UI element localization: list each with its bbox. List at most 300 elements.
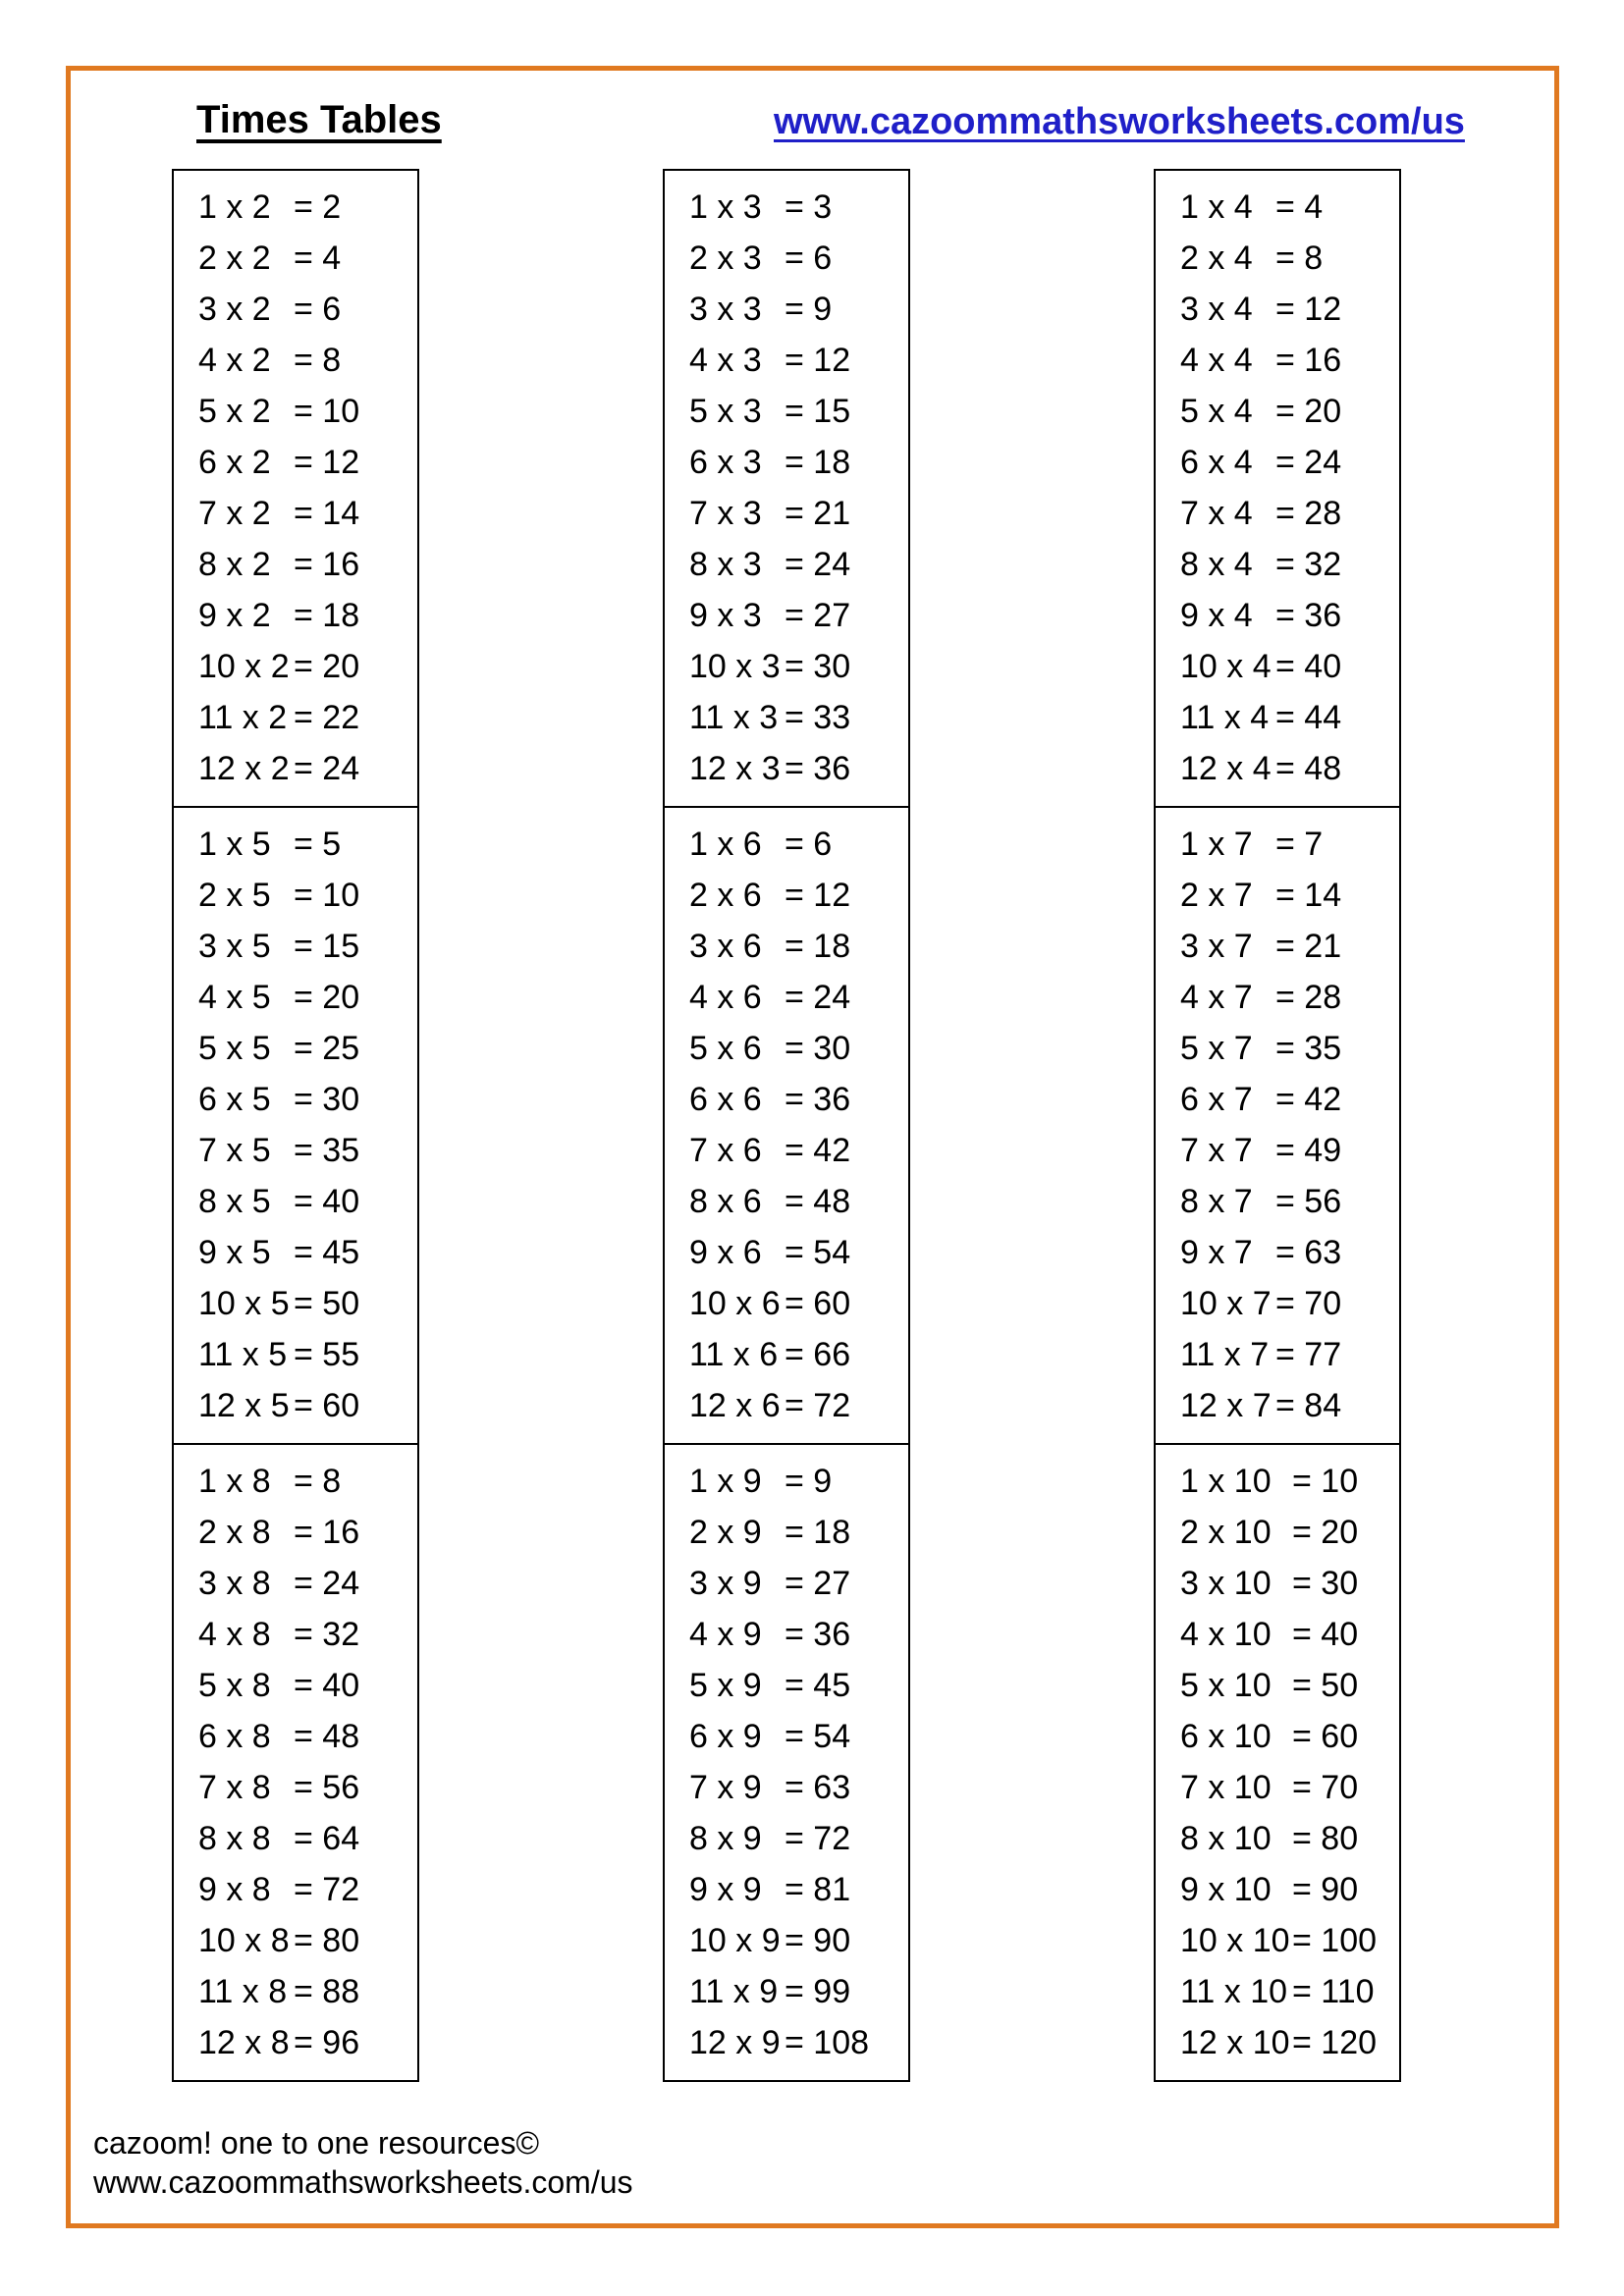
times-table-row [198,1864,417,1915]
multiplication-expression: 10 x 7 [1180,1285,1272,1322]
times-table-row [198,1456,417,1507]
equals-result: = 10 [294,393,360,430]
times-table-row [1180,1864,1399,1915]
times-table-row [689,1125,908,1176]
equals-result: = 33 [785,699,851,736]
equals-result: = 45 [785,1667,851,1704]
table-column-2 [663,169,910,2082]
equals-result: = 16 [1275,342,1342,379]
multiplication-expression: 10 x 5 [198,1285,290,1322]
equals-result: = 72 [294,1871,360,1908]
multiplication-expression: 11 x 7 [1180,1336,1270,1373]
times-table-row [1180,870,1399,921]
times-table-row [689,1074,908,1125]
equals-result: = 18 [785,444,851,481]
equals-result: = 56 [294,1769,360,1806]
footer-resources-line: cazoom! one to one resources© [93,2125,540,2161]
times-table-row [689,743,908,794]
equals-result: = 44 [1275,699,1342,736]
multiplication-expression: 8 x 2 [198,546,271,583]
multiplication-expression: 12 x 2 [198,750,290,787]
multiplication-expression: 12 x 8 [198,2024,290,2061]
multiplication-expression: 9 x 4 [1180,597,1253,634]
multiplication-expression: 3 x 2 [198,291,271,328]
multiplication-expression: 2 x 5 [198,877,271,914]
times-table-row [689,1711,908,1762]
times-table-box-5 [172,806,419,1445]
multiplication-expression: 1 x 3 [689,188,762,226]
equals-result: = 36 [1275,597,1342,634]
equals-result: = 14 [1275,877,1342,914]
times-table-row [689,1660,908,1711]
times-table-row [198,1074,417,1125]
equals-result: = 40 [1275,648,1342,685]
times-table-row [198,182,417,233]
times-table-row [198,1125,417,1176]
times-table-row [198,1329,417,1380]
times-table-row [198,1278,417,1329]
times-table-row [689,1558,908,1609]
equals-result: = 21 [1275,928,1342,965]
times-table-box-6 [663,806,910,1445]
equals-result: = 64 [294,1820,360,1857]
page-title: Times Tables [196,98,442,141]
times-table-row [689,1915,908,1966]
times-table-row [689,335,908,386]
multiplication-expression: 2 x 7 [1180,877,1253,914]
multiplication-expression: 3 x 7 [1180,928,1253,965]
equals-result: = 20 [294,979,360,1016]
times-table-row [689,488,908,539]
multiplication-expression: 11 x 10 [1180,1973,1288,2010]
multiplication-expression: 8 x 8 [198,1820,271,1857]
multiplication-expression: 6 x 5 [198,1081,271,1118]
multiplication-expression: 12 x 3 [689,750,781,787]
equals-result: = 6 [785,240,833,277]
equals-result: = 18 [294,597,360,634]
footer [93,2123,633,2202]
equals-result: = 16 [294,1514,360,1551]
equals-result: = 72 [785,1820,851,1857]
times-table-row [198,233,417,284]
equals-result: = 4 [294,240,342,277]
times-table-row [198,692,417,743]
times-table-row [689,1864,908,1915]
times-table-row [198,1813,417,1864]
equals-result: = 42 [1275,1081,1342,1118]
times-table-row [198,819,417,870]
multiplication-expression: 4 x 6 [689,979,762,1016]
multiplication-expression: 8 x 7 [1180,1183,1253,1220]
times-table-row [1180,1227,1399,1278]
times-table-row [1180,1558,1399,1609]
equals-result: = 70 [1292,1769,1359,1806]
equals-result: = 6 [294,291,342,328]
equals-result: = 7 [1275,826,1324,863]
multiplication-expression: 11 x 4 [1180,699,1270,736]
times-table-row [198,921,417,972]
equals-result: = 24 [785,546,851,583]
multiplication-expression: 1 x 6 [689,826,762,863]
times-table-row [1180,1329,1399,1380]
multiplication-expression: 9 x 8 [198,1871,271,1908]
times-table-row [1180,1507,1399,1558]
times-table-row [198,1507,417,1558]
times-table-row [1180,1023,1399,1074]
equals-result: = 25 [294,1030,360,1067]
multiplication-expression: 3 x 4 [1180,291,1253,328]
table-column-1 [172,169,419,2082]
multiplication-expression: 2 x 2 [198,240,271,277]
times-table-row [198,1558,417,1609]
times-table-row [689,1813,908,1864]
multiplication-expression: 9 x 5 [198,1234,271,1271]
times-table-row [689,539,908,590]
times-table-row [198,1966,417,2017]
equals-result: = 2 [294,188,342,226]
multiplication-expression: 6 x 3 [689,444,762,481]
footer-url-line: www.cazoommathsworksheets.com/us [93,2164,633,2200]
multiplication-expression: 6 x 7 [1180,1081,1253,1118]
multiplication-expression: 7 x 3 [689,495,762,532]
times-table-row [1180,488,1399,539]
multiplication-expression: 7 x 9 [689,1769,762,1806]
multiplication-expression: 4 x 3 [689,342,762,379]
multiplication-expression: 10 x 3 [689,648,781,685]
equals-result: = 50 [294,1285,360,1322]
times-table-row [689,641,908,692]
times-table-row [198,437,417,488]
equals-result: = 20 [294,648,360,685]
multiplication-expression: 1 x 7 [1180,826,1253,863]
times-table-row [1180,590,1399,641]
equals-result: = 66 [785,1336,851,1373]
equals-result: = 15 [785,393,851,430]
multiplication-expression: 3 x 3 [689,291,762,328]
equals-result: = 40 [1292,1616,1359,1653]
times-table-row [689,692,908,743]
times-table-row [198,386,417,437]
times-table-row [689,1762,908,1813]
multiplication-expression: 7 x 2 [198,495,271,532]
times-table-row [1180,692,1399,743]
multiplication-expression: 10 x 10 [1180,1922,1290,1959]
multiplication-expression: 10 x 4 [1180,648,1272,685]
times-table-row [198,972,417,1023]
times-table-row [1180,1813,1399,1864]
times-table-row [1180,972,1399,1023]
equals-result: = 84 [1275,1387,1342,1424]
equals-result: = 30 [785,648,851,685]
header-website-link[interactable]: www.cazoommathsworksheets.com/us [774,101,1465,142]
multiplication-expression: 6 x 10 [1180,1718,1272,1755]
times-table-row [1180,2017,1399,2068]
times-table-row [689,1380,908,1431]
equals-result: = 60 [294,1387,360,1424]
equals-result: = 12 [785,342,851,379]
equals-result: = 36 [785,1081,851,1118]
equals-result: = 63 [785,1769,851,1806]
multiplication-expression: 8 x 6 [689,1183,762,1220]
equals-result: = 63 [1275,1234,1342,1271]
equals-result: = 18 [785,1514,851,1551]
multiplication-expression: 12 x 5 [198,1387,290,1424]
multiplication-expression: 11 x 3 [689,699,779,736]
times-table-row [1180,1609,1399,1660]
times-table-row [1180,386,1399,437]
multiplication-expression: 3 x 10 [1180,1565,1272,1602]
times-table-row [689,870,908,921]
equals-result: = 18 [785,928,851,965]
equals-result: = 32 [294,1616,360,1653]
equals-result: = 110 [1292,1973,1375,2010]
equals-result: = 100 [1292,1922,1378,1959]
multiplication-expression: 6 x 9 [689,1718,762,1755]
times-table-row [198,335,417,386]
multiplication-expression: 12 x 4 [1180,750,1272,787]
multiplication-expression: 9 x 3 [689,597,762,634]
times-table-row [689,819,908,870]
multiplication-expression: 12 x 9 [689,2024,781,2061]
multiplication-expression: 6 x 4 [1180,444,1253,481]
multiplication-expression: 1 x 2 [198,188,271,226]
equals-result: = 21 [785,495,851,532]
equals-result: = 9 [785,1463,833,1500]
multiplication-expression: 4 x 7 [1180,979,1253,1016]
multiplication-expression: 6 x 6 [689,1081,762,1118]
multiplication-expression: 4 x 8 [198,1616,271,1653]
equals-result: = 60 [785,1285,851,1322]
equals-result: = 16 [294,546,360,583]
multiplication-expression: 3 x 6 [689,928,762,965]
multiplication-expression: 6 x 8 [198,1718,271,1755]
multiplication-expression: 3 x 8 [198,1565,271,1602]
equals-result: = 81 [785,1871,851,1908]
times-table-row [689,1023,908,1074]
times-table-row [198,2017,417,2068]
equals-result: = 30 [785,1030,851,1067]
times-table-row [1180,1176,1399,1227]
equals-result: = 48 [1275,750,1342,787]
equals-result: = 36 [785,1616,851,1653]
equals-result: = 96 [294,2024,360,2061]
multiplication-expression: 2 x 6 [689,877,762,914]
equals-result: = 35 [1275,1030,1342,1067]
equals-result: = 8 [294,1463,342,1500]
equals-result: = 28 [1275,495,1342,532]
times-table-box-10 [1154,1443,1401,2082]
times-table-row [1180,1456,1399,1507]
equals-result: = 80 [294,1922,360,1959]
times-table-row [689,386,908,437]
times-table-row [1180,921,1399,972]
multiplication-expression: 5 x 7 [1180,1030,1253,1067]
times-table-row [198,641,417,692]
multiplication-expression: 5 x 6 [689,1030,762,1067]
times-table-row [1180,1074,1399,1125]
equals-result: = 5 [294,826,342,863]
equals-result: = 99 [785,1973,851,2010]
equals-result: = 22 [294,699,360,736]
multiplication-expression: 8 x 5 [198,1183,271,1220]
times-table-row [198,1609,417,1660]
multiplication-expression: 3 x 9 [689,1565,762,1602]
multiplication-expression: 8 x 3 [689,546,762,583]
times-table-row [689,1966,908,2017]
multiplication-expression: 2 x 3 [689,240,762,277]
multiplication-expression: 7 x 4 [1180,495,1253,532]
times-table-row [689,1176,908,1227]
equals-result: = 10 [1292,1463,1359,1500]
multiplication-expression: 7 x 5 [198,1132,271,1169]
multiplication-expression: 9 x 7 [1180,1234,1253,1271]
multiplication-expression: 5 x 5 [198,1030,271,1067]
equals-result: = 14 [294,495,360,532]
times-table-row [689,1227,908,1278]
multiplication-expression: 9 x 6 [689,1234,762,1271]
times-table-row [689,182,908,233]
equals-result: = 24 [785,979,851,1016]
equals-result: = 42 [785,1132,851,1169]
multiplication-expression: 2 x 4 [1180,240,1253,277]
times-table-row [689,233,908,284]
multiplication-expression: 11 x 8 [198,1973,288,2010]
equals-result: = 70 [1275,1285,1342,1322]
times-table-row [1180,284,1399,335]
times-table-row [198,1380,417,1431]
equals-result: = 49 [1275,1132,1342,1169]
times-table-row [198,1023,417,1074]
multiplication-expression: 8 x 9 [689,1820,762,1857]
multiplication-expression: 11 x 5 [198,1336,288,1373]
times-table-row [198,1227,417,1278]
table-column-3 [1154,169,1401,2082]
multiplication-expression: 9 x 2 [198,597,271,634]
multiplication-expression: 5 x 9 [689,1667,762,1704]
equals-result: = 80 [1292,1820,1359,1857]
multiplication-expression: 12 x 10 [1180,2024,1290,2061]
times-table-row [689,1507,908,1558]
times-table-row [198,488,417,539]
equals-result: = 24 [1275,444,1342,481]
multiplication-expression: 10 x 9 [689,1922,781,1959]
equals-result: = 40 [294,1183,360,1220]
equals-result: = 48 [785,1183,851,1220]
times-table-row [198,590,417,641]
equals-result: = 30 [294,1081,360,1118]
multiplication-expression: 1 x 5 [198,826,271,863]
equals-result: = 10 [294,877,360,914]
multiplication-expression: 2 x 8 [198,1514,271,1551]
times-table-row [198,1660,417,1711]
times-table-row [1180,233,1399,284]
multiplication-expression: 7 x 10 [1180,1769,1272,1806]
equals-result: = 9 [785,291,833,328]
equals-result: = 90 [1292,1871,1359,1908]
multiplication-expression: 11 x 6 [689,1336,779,1373]
times-table-row [689,590,908,641]
multiplication-expression: 12 x 7 [1180,1387,1272,1424]
times-table-row [689,284,908,335]
times-table-row [198,1176,417,1227]
equals-result: = 60 [1292,1718,1359,1755]
multiplication-expression: 4 x 2 [198,342,271,379]
multiplication-expression: 4 x 5 [198,979,271,1016]
times-table-row [689,437,908,488]
multiplication-expression: 7 x 7 [1180,1132,1253,1169]
times-table-row [1180,743,1399,794]
multiplication-expression: 8 x 4 [1180,546,1253,583]
times-table-row [1180,1762,1399,1813]
times-table-row [1180,1711,1399,1762]
equals-result: = 54 [785,1234,851,1271]
multiplication-expression: 5 x 2 [198,393,271,430]
equals-result: = 30 [1292,1565,1359,1602]
equals-result: = 6 [785,826,833,863]
equals-result: = 24 [294,1565,360,1602]
times-table-row [1180,1660,1399,1711]
times-table-row [198,743,417,794]
times-table-row [689,1329,908,1380]
equals-result: = 54 [785,1718,851,1755]
equals-result: = 45 [294,1234,360,1271]
times-table-row [689,1456,908,1507]
equals-result: = 8 [294,342,342,379]
equals-result: = 8 [1275,240,1324,277]
equals-result: = 55 [294,1336,360,1373]
times-table-box-4 [1154,169,1401,808]
equals-result: = 88 [294,1973,360,2010]
multiplication-expression: 1 x 8 [198,1463,271,1500]
equals-result: = 4 [1275,188,1324,226]
equals-result: = 48 [294,1718,360,1755]
times-table-row [1180,1125,1399,1176]
multiplication-expression: 2 x 9 [689,1514,762,1551]
multiplication-expression: 8 x 10 [1180,1820,1272,1857]
equals-result: = 72 [785,1387,851,1424]
multiplication-expression: 5 x 3 [689,393,762,430]
multiplication-expression: 4 x 4 [1180,342,1253,379]
multiplication-expression: 1 x 4 [1180,188,1253,226]
equals-result: = 20 [1292,1514,1359,1551]
times-table-box-3 [663,169,910,808]
times-table-box-7 [1154,806,1401,1445]
equals-result: = 77 [1275,1336,1342,1373]
times-table-row [1180,1966,1399,2017]
equals-result: = 27 [785,1565,851,1602]
equals-result: = 12 [785,877,851,914]
multiplication-expression: 5 x 10 [1180,1667,1272,1704]
multiplication-expression: 4 x 10 [1180,1616,1272,1653]
multiplication-expression: 1 x 10 [1180,1463,1272,1500]
times-table-row [689,1609,908,1660]
equals-result: = 12 [294,444,360,481]
equals-result: = 36 [785,750,851,787]
times-table-row [689,1278,908,1329]
times-table-box-9 [663,1443,910,2082]
multiplication-expression: 9 x 9 [689,1871,762,1908]
times-table-row [198,1762,417,1813]
times-table-row [1180,437,1399,488]
times-table-row [198,1915,417,1966]
equals-result: = 35 [294,1132,360,1169]
multiplication-expression: 10 x 6 [689,1285,781,1322]
times-table-row [198,870,417,921]
multiplication-expression: 1 x 9 [689,1463,762,1500]
multiplication-expression: 7 x 6 [689,1132,762,1169]
multiplication-expression: 7 x 8 [198,1769,271,1806]
equals-result: = 12 [1275,291,1342,328]
